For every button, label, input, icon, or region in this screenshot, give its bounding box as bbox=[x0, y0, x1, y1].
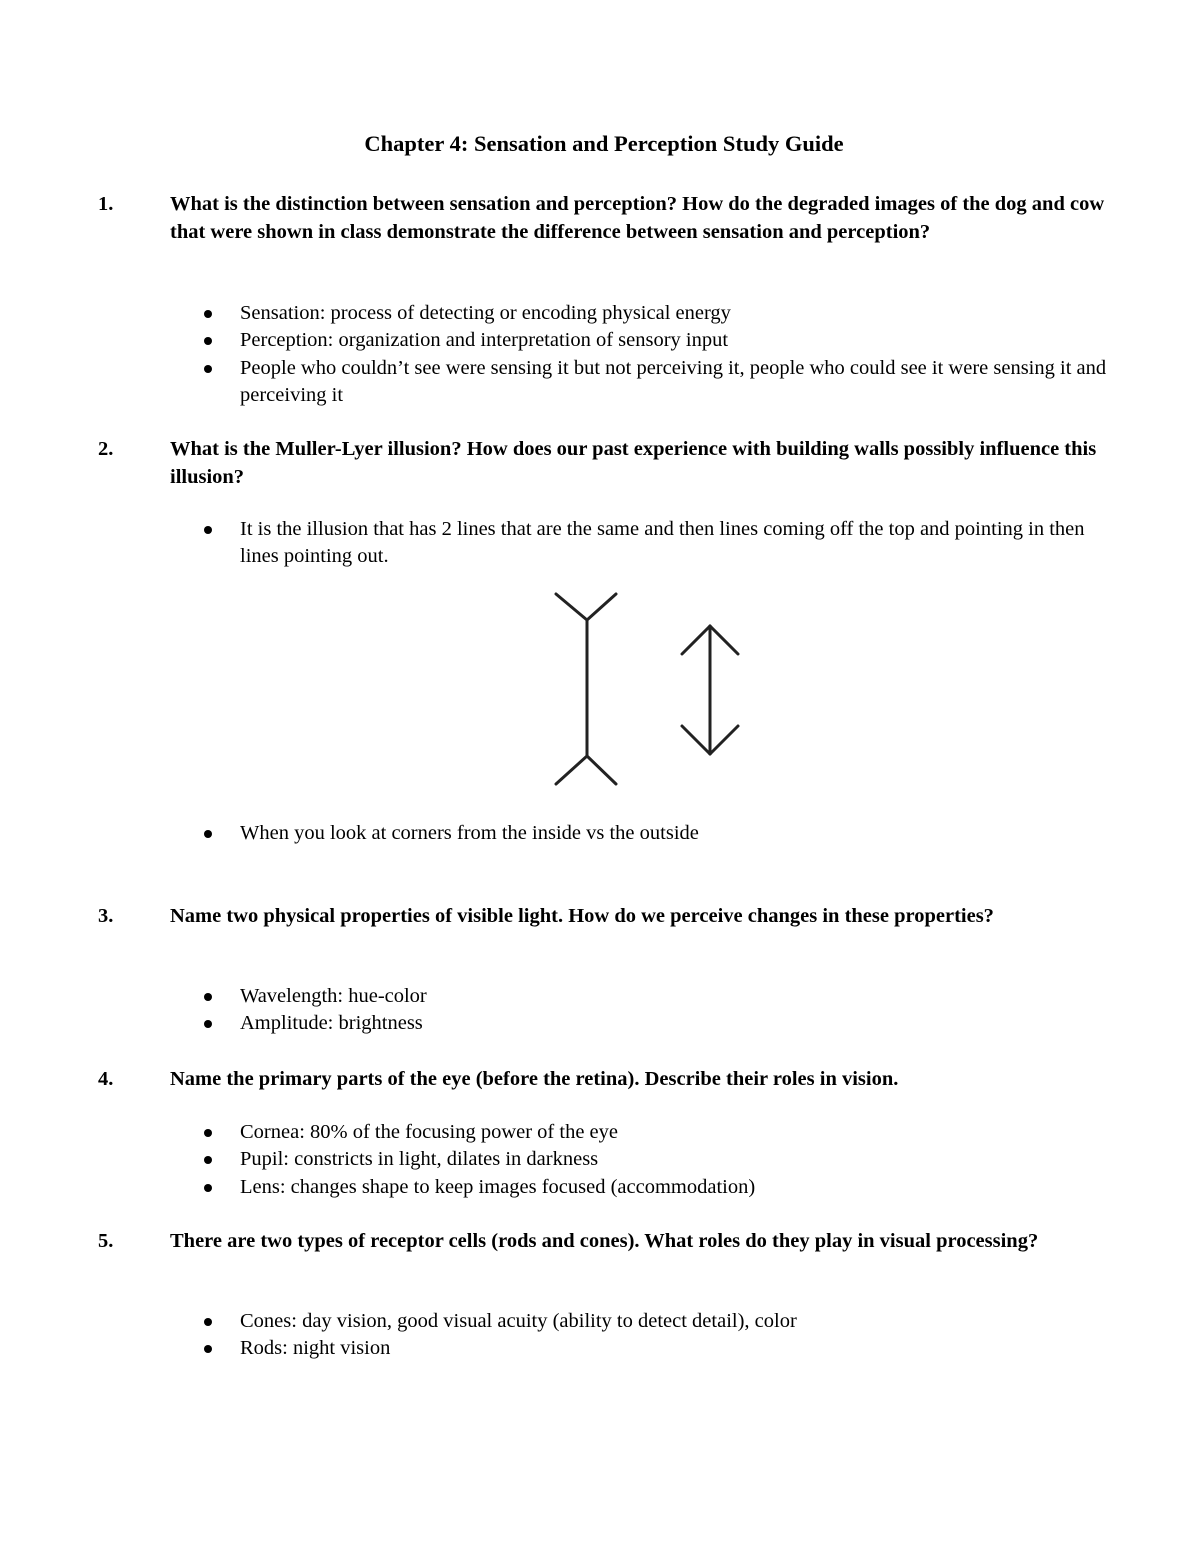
list-item bbox=[200, 355, 1110, 410]
question-text: What is the Muller-Lyer illusion? How does our past experience with building walls possibly influence this illusion? bbox=[170, 438, 1097, 488]
question-text: What is the distinction between sensation and perception? How do the degraded images of the dog and cow that were shown in class demonstrate the difference between sensation and perception? bbox=[170, 193, 1105, 243]
bullet-icon bbox=[204, 1345, 212, 1353]
question-text: There are two types of receptor cells (rods and cones). What roles do they play in visual processing? bbox=[170, 1230, 1039, 1252]
bullet-icon bbox=[204, 337, 212, 345]
list-item bbox=[200, 1119, 1110, 1146]
answer-text: People who couldn’t see were sensing it but not perceiving it, people who could see it were sensing it and perceiving it bbox=[240, 356, 1107, 406]
left-top-fin-right bbox=[587, 594, 616, 620]
question-number: 4. bbox=[98, 1068, 114, 1090]
answer-list-1 bbox=[200, 300, 1110, 409]
answer-list-2a bbox=[200, 516, 1110, 571]
page-title: Chapter 4: Sensation and Perception Study Guide bbox=[364, 131, 844, 156]
answer-text: Rods: night vision bbox=[240, 1337, 391, 1360]
answer-text: Lens: changes shape to keep images focused (accommodation) bbox=[240, 1175, 756, 1198]
list-item bbox=[200, 1308, 1110, 1335]
left-top-fin-left bbox=[556, 594, 587, 620]
question-text: Name two physical properties of visible light. How do we perceive changes in these properties? bbox=[170, 905, 994, 927]
right-top-head-right bbox=[710, 626, 738, 654]
bullet-icon bbox=[204, 526, 212, 534]
right-bottom-head-right bbox=[710, 726, 738, 754]
question-number: 5. bbox=[98, 1230, 114, 1252]
bullet-icon bbox=[204, 830, 212, 838]
answer-list-4 bbox=[200, 1119, 1110, 1201]
list-item bbox=[200, 1010, 1110, 1037]
answer-text: Wavelength: hue-color bbox=[240, 985, 427, 1007]
bullet-icon bbox=[204, 1184, 212, 1192]
answer-text: Amplitude: brightness bbox=[240, 1012, 423, 1035]
list-item bbox=[200, 1146, 1110, 1173]
list-item bbox=[200, 1174, 1110, 1201]
list-item bbox=[200, 516, 1110, 571]
bullet-icon bbox=[204, 1129, 212, 1137]
bullet-icon bbox=[204, 1318, 212, 1326]
answer-text: Cones: day vision, good visual acuity (ability to detect detail), color bbox=[240, 1310, 797, 1332]
list-item bbox=[200, 820, 1110, 847]
list-item bbox=[200, 983, 1110, 1010]
answer-text: Cornea: 80% of the focusing power of the eye bbox=[240, 1121, 618, 1143]
left-bottom-fin-right bbox=[587, 756, 616, 784]
muller-lyer-strokes bbox=[556, 594, 738, 784]
answer-text: When you look at corners from the inside vs the outside bbox=[240, 822, 699, 844]
list-item bbox=[200, 327, 1110, 354]
answer-list-5 bbox=[200, 1308, 1110, 1363]
question-number: 1. bbox=[98, 193, 114, 215]
bullet-icon bbox=[204, 365, 212, 373]
answer-list-3 bbox=[200, 983, 1110, 1038]
bullet-icon bbox=[204, 1156, 212, 1164]
answer-list-2b bbox=[200, 820, 1110, 847]
question-number: 3. bbox=[98, 905, 114, 927]
right-top-head-left bbox=[682, 626, 710, 654]
right-bottom-head-left bbox=[682, 726, 710, 754]
left-bottom-fin-left bbox=[556, 756, 587, 784]
list-item bbox=[200, 1335, 1110, 1362]
answer-text: Perception: organization and interpretation of sensory input bbox=[240, 329, 729, 352]
list-item bbox=[200, 300, 1110, 327]
bullet-icon bbox=[204, 1020, 212, 1028]
answer-text: Sensation: process of detecting or encoding physical energy bbox=[240, 302, 731, 324]
answer-text: It is the illusion that has 2 lines that are the same and then lines coming off the top and pointing in then lines pointing out. bbox=[240, 518, 1085, 568]
question-number: 2. bbox=[98, 438, 114, 460]
bullet-icon bbox=[204, 310, 212, 318]
answer-text: Pupil: constricts in light, dilates in darkness bbox=[240, 1148, 599, 1171]
muller-lyer-illusion-icon bbox=[550, 590, 750, 790]
question-text: Name the primary parts of the eye (before the retina). Describe their roles in vision. bbox=[170, 1068, 899, 1090]
bullet-icon bbox=[204, 993, 212, 1001]
